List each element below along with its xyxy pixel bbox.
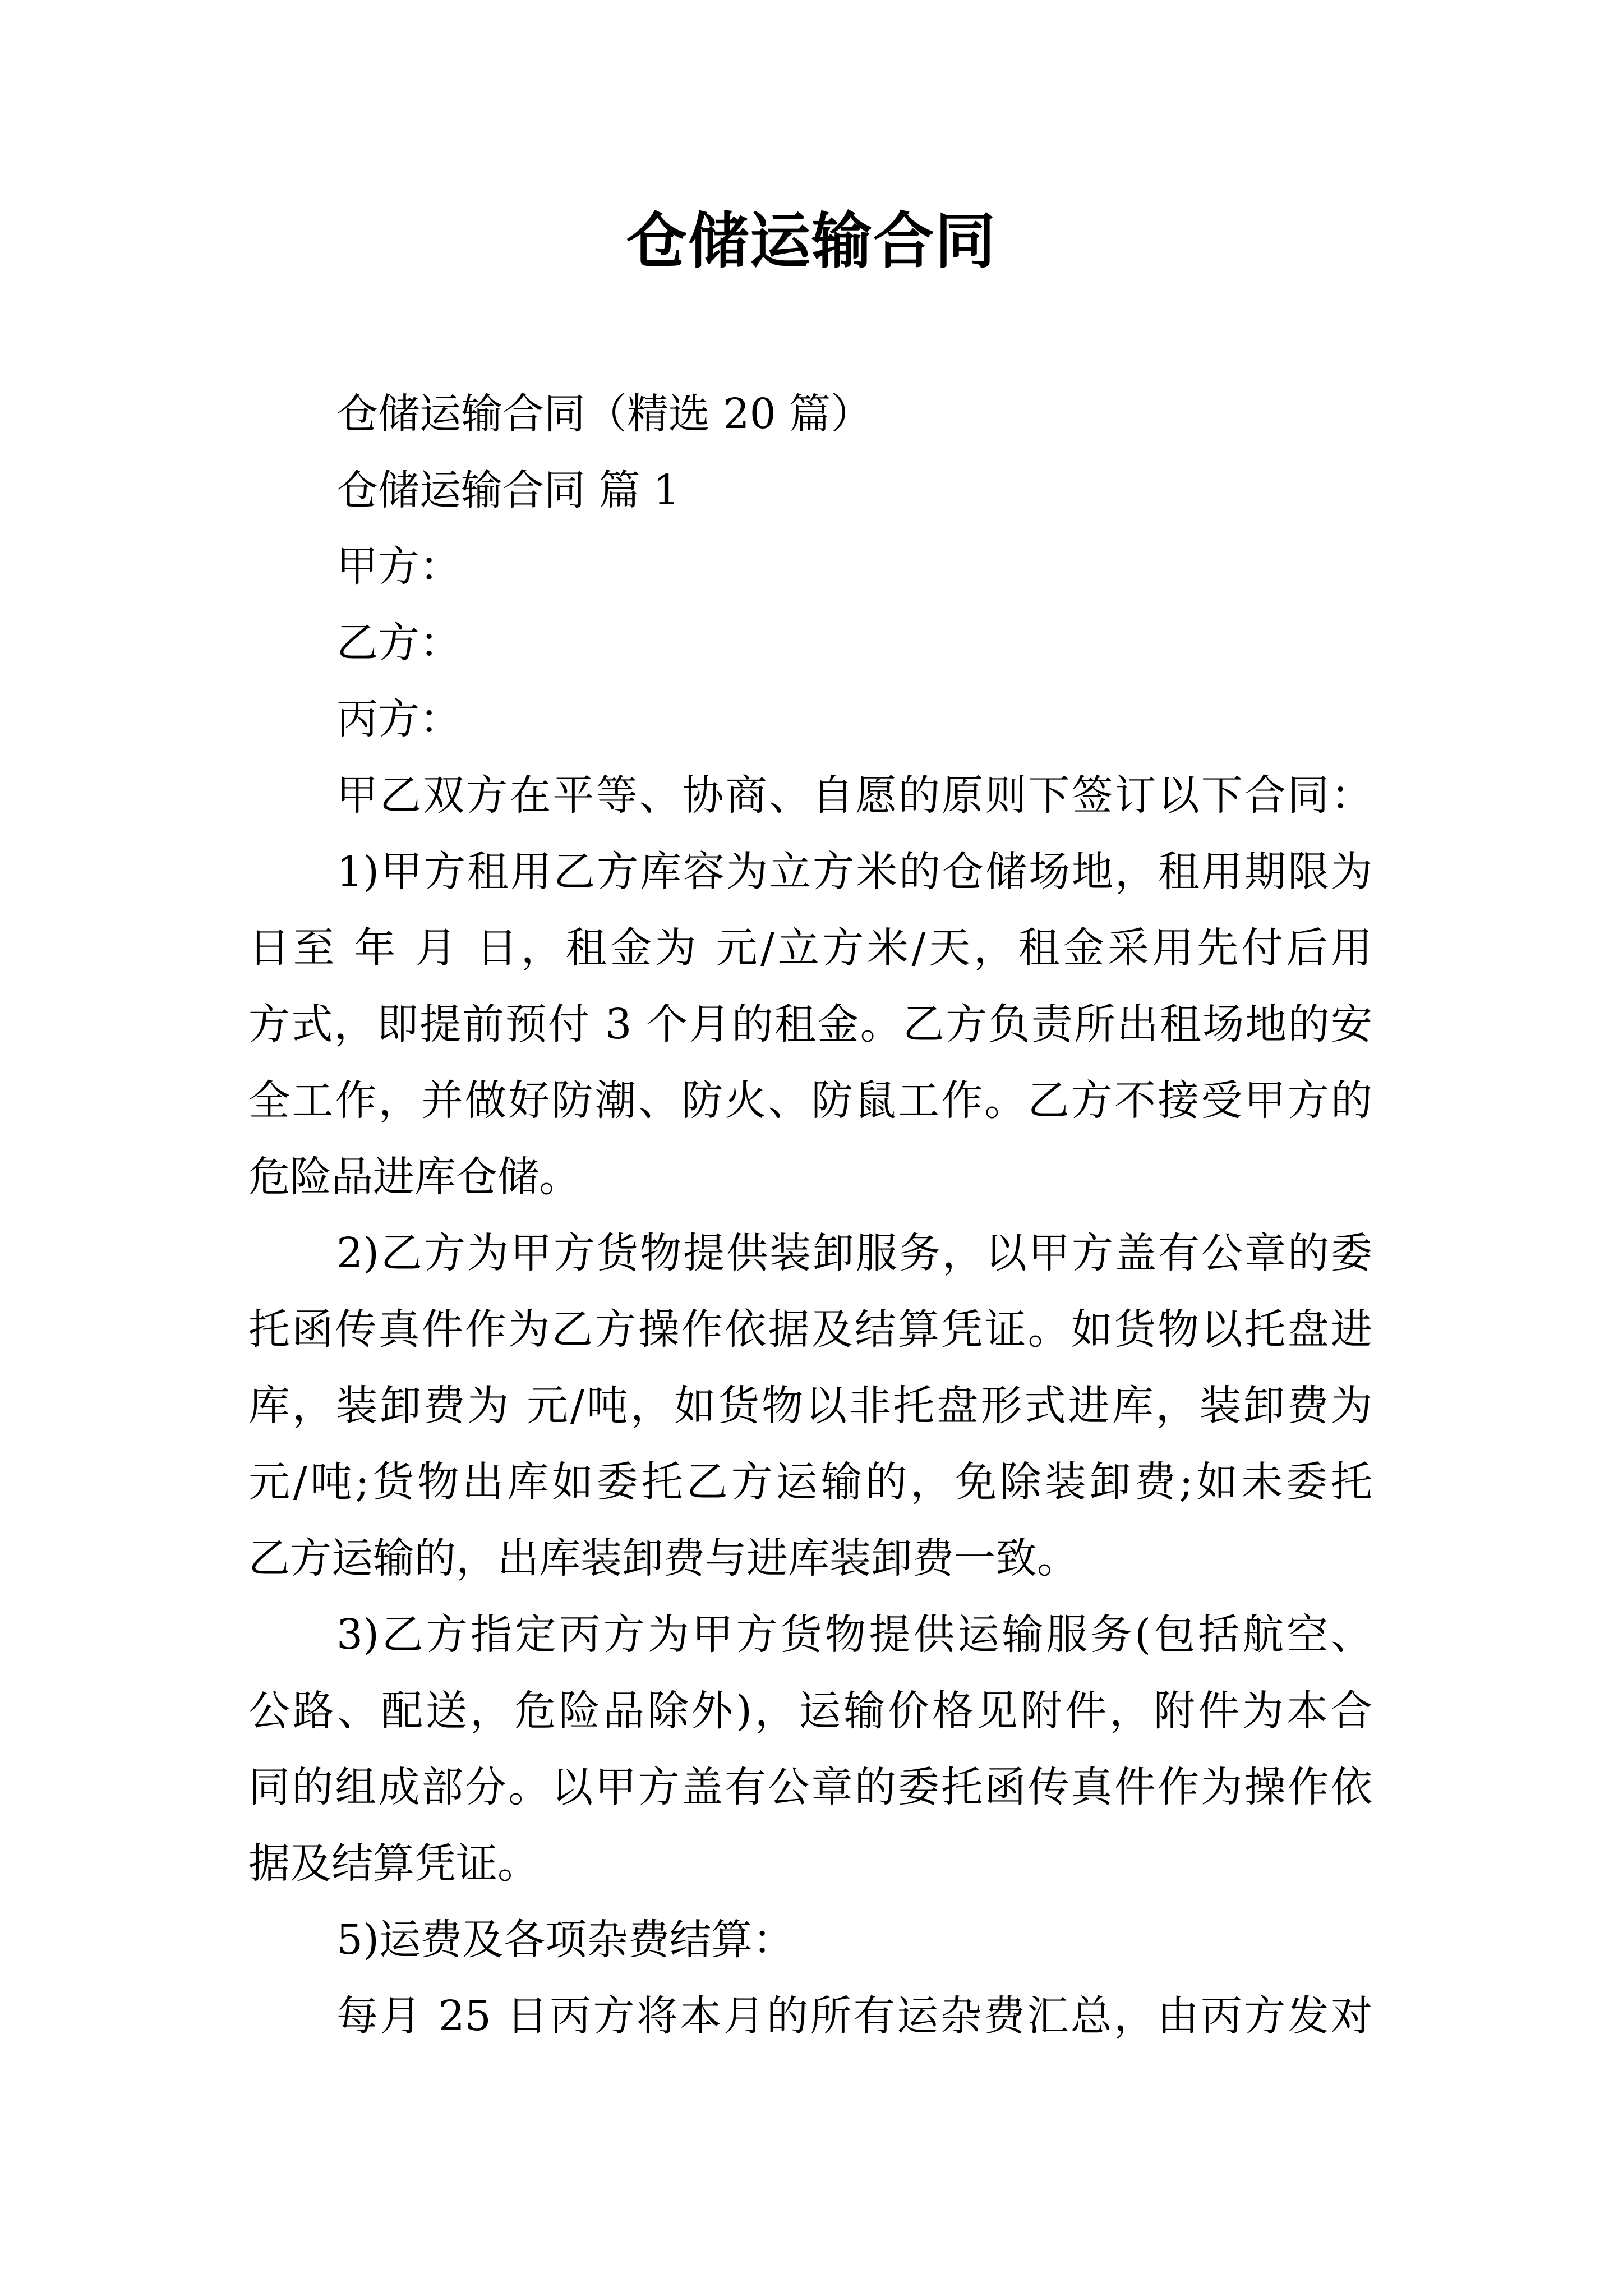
clause-1-line: 全工作，并做好防潮、防火、防鼠工作。乙方不接受甲方的 <box>248 1076 1372 1125</box>
document-title: 仓储运输合同 <box>626 206 997 277</box>
document-body <box>248 376 1372 2054</box>
clause-2-line: 元/吨;货物出库如委托乙方运输的，免除装卸费;如未委托 <box>248 1458 1372 1506</box>
clause-3-line: 同的组成部分。以甲方盖有公章的委托函传真件作为操作依 <box>248 1763 1372 1811</box>
clause-1-line: 方式，即提前预付 3 个月的租金。乙方负责所出租场地的安 <box>248 1000 1372 1048</box>
clause-5-line: 每月 25 日丙方将本月的所有运杂费汇总，由丙方发对 <box>336 1992 1372 2040</box>
clause-3-line: 公路、配送，危险品除外)，运输价格见附件，附件为本合 <box>248 1687 1372 1735</box>
clause-3 <box>248 1596 1372 1902</box>
clause-2-line: 库，装卸费为 元/吨，如货物以非托盘形式进库，装卸费为 <box>248 1382 1372 1430</box>
party-a-line: 甲方： <box>336 542 461 591</box>
section-heading: 仓储运输合同 篇 1 <box>336 466 680 514</box>
party-b-line: 乙方： <box>336 619 461 667</box>
clause-1-line: 1)甲方租用乙方库容为立方米的仓储场地，租用期限为 <box>336 848 1372 896</box>
clause-3-line: 3)乙方指定丙方为甲方货物提供运输服务(包括航空、 <box>336 1611 1372 1659</box>
clause-2-line: 2)乙方为甲方货物提供装卸服务，以甲方盖有公章的委 <box>336 1229 1372 1277</box>
clause-1-line: 危险品进库仓储。 <box>248 1153 580 1201</box>
clause-2-line: 乙方运输的，出库装卸费与进库装卸费一致。 <box>248 1534 1078 1582</box>
clause-5-heading: 5)运费及各项杂费结算： <box>336 1916 794 1964</box>
clause-1 <box>248 834 1372 1215</box>
clause-1-line: 日至 年 月 日，租金为 元/立方米/天，租金采用先付后用 <box>248 924 1372 972</box>
clause-5 <box>248 1902 1372 2054</box>
clause-2-line: 托函传真件作为乙方操作依据及结算凭证。如货物以托盘进 <box>248 1305 1372 1354</box>
preamble-line: 甲乙双方在平等、协商、自愿的原则下签订以下合同： <box>336 771 1372 820</box>
party-c-line: 丙方： <box>336 695 461 743</box>
clause-3-line: 据及结算凭证。 <box>248 1839 539 1888</box>
document-subtitle: 仓储运输合同（精选 20 篇） <box>336 390 873 438</box>
clause-2 <box>248 1215 1372 1596</box>
